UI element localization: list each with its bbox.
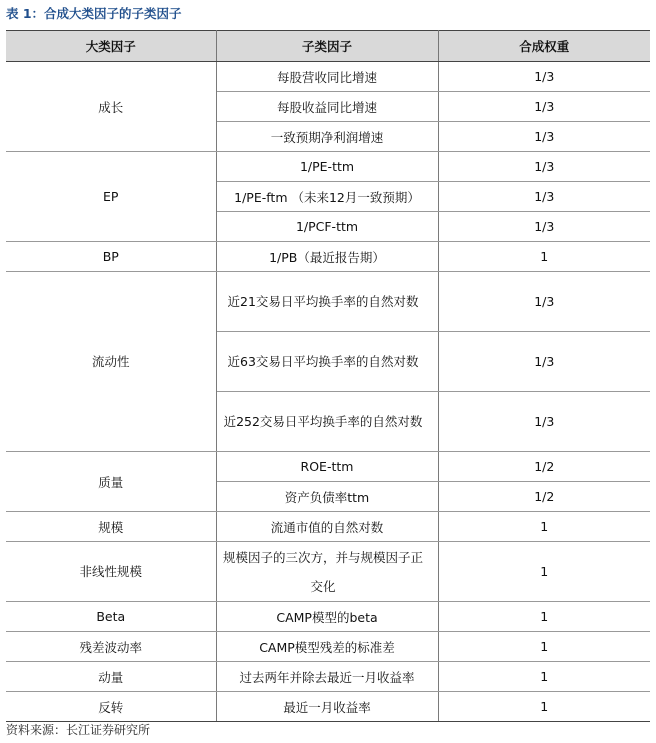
weight-cell: 1/3 [438, 92, 650, 122]
weight-cell: 1 [438, 632, 650, 662]
factor-table [6, 30, 650, 722]
header-row [6, 31, 650, 62]
table-title: 表 1：合成大类因子的子类因子 [6, 6, 182, 21]
category-cell: 动量 [6, 662, 216, 692]
source-note: 资料来源：长江证券研究所 [6, 723, 151, 737]
weight-cell: 1 [438, 692, 650, 722]
table-row [6, 632, 650, 662]
subfactor-cell: ROE-ttm [216, 452, 438, 482]
subfactor-cell: 1/PE-ttm [216, 152, 438, 182]
category-cell: 成长 [6, 62, 216, 152]
weight-cell: 1/3 [438, 392, 650, 452]
table-row [6, 272, 650, 332]
category-cell: 流动性 [6, 272, 216, 452]
weight-cell: 1/3 [438, 122, 650, 152]
subfactor-cell: CAMP模型的beta [216, 602, 438, 632]
header-weight: 合成权重 [438, 31, 650, 62]
weight-cell: 1 [438, 662, 650, 692]
subfactor-cell: 一致预期净利润增速 [216, 122, 438, 152]
weight-cell: 1/3 [438, 182, 650, 212]
category-cell: 非线性规模 [6, 542, 216, 602]
table-row [6, 542, 650, 602]
table-row [6, 242, 650, 272]
subfactor-cell: 资产负债率ttm [216, 482, 438, 512]
table-row [6, 152, 650, 182]
weight-cell: 1/3 [438, 272, 650, 332]
category-cell: 规模 [6, 512, 216, 542]
weight-cell: 1/3 [438, 152, 650, 182]
category-cell: EP [6, 152, 216, 242]
subfactor-cell: 过去两年并除去最近一月收益率 [216, 662, 438, 692]
subfactor-cell: 1/PE-ftm （未来12月一致预期） [216, 182, 438, 212]
subfactor-cell: 近63交易日平均换手率的自然对数 [216, 332, 438, 392]
table-row [6, 452, 650, 482]
weight-cell: 1 [438, 242, 650, 272]
weight-cell: 1 [438, 602, 650, 632]
weight-cell: 1 [438, 542, 650, 602]
table-row [6, 62, 650, 92]
subfactor-cell: 每股收益同比增速 [216, 92, 438, 122]
factor-table-container [6, 30, 650, 722]
subfactor-cell: 最近一月收益率 [216, 692, 438, 722]
header-subfactor: 子类因子 [216, 31, 438, 62]
table-row [6, 602, 650, 632]
header-category: 大类因子 [6, 31, 216, 62]
category-cell: BP [6, 242, 216, 272]
table-row [6, 662, 650, 692]
category-cell: Beta [6, 602, 216, 632]
subfactor-cell: 流通市值的自然对数 [216, 512, 438, 542]
subfactor-cell: 每股营收同比增速 [216, 62, 438, 92]
subfactor-cell: CAMP模型残差的标准差 [216, 632, 438, 662]
subfactor-cell: 近252交易日平均换手率的自然对数 [216, 392, 438, 452]
table-row [6, 512, 650, 542]
weight-cell: 1/3 [438, 212, 650, 242]
subfactor-cell: 近21交易日平均换手率的自然对数 [216, 272, 438, 332]
category-cell: 反转 [6, 692, 216, 722]
weight-cell: 1/2 [438, 482, 650, 512]
category-cell: 质量 [6, 452, 216, 512]
subfactor-cell: 1/PB（最近报告期） [216, 242, 438, 272]
weight-cell: 1/2 [438, 452, 650, 482]
weight-cell: 1/3 [438, 332, 650, 392]
table-row [6, 692, 650, 722]
subfactor-cell: 1/PCF-ttm [216, 212, 438, 242]
category-cell: 残差波动率 [6, 632, 216, 662]
subfactor-cell: 规模因子的三次方，并与规模因子正交化 [216, 542, 438, 602]
weight-cell: 1 [438, 512, 650, 542]
weight-cell: 1/3 [438, 62, 650, 92]
